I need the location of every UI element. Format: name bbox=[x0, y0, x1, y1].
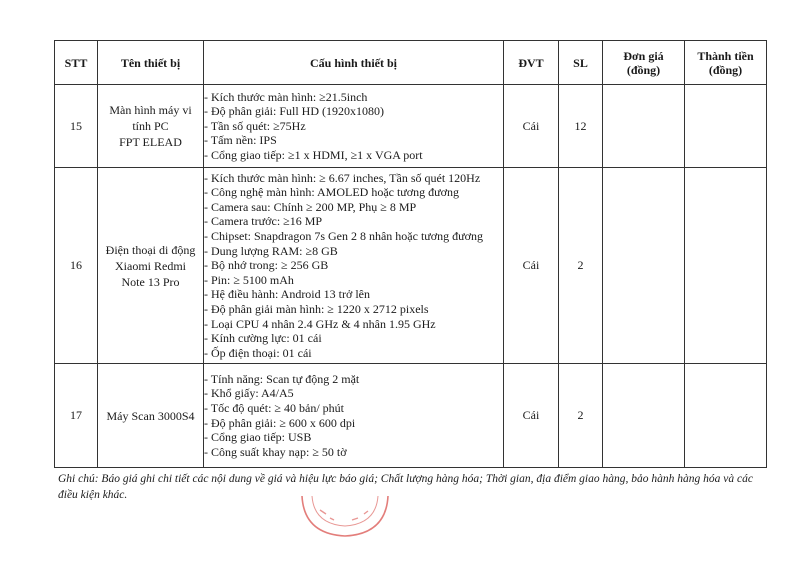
config-line: - Độ phân giải: Full HD (1920x1080) bbox=[204, 104, 384, 119]
cell-config bbox=[204, 168, 504, 364]
config-line: - Loại CPU 4 nhân 2.4 GHz & 4 nhân 1.95 GHz bbox=[204, 316, 436, 331]
header-unit: ĐVT bbox=[504, 41, 559, 85]
table-body bbox=[55, 85, 767, 468]
config-line: - Tấm nền: IPS bbox=[204, 133, 277, 148]
device-name-line: Note 13 Pro bbox=[121, 274, 180, 289]
config-line: - Độ phân giải màn hình: ≥ 1220 x 2712 pixels bbox=[204, 301, 429, 316]
cell-device-name bbox=[98, 85, 204, 168]
header-row bbox=[55, 41, 767, 85]
config-line: - Hệ điều hành: Android 13 trở lên bbox=[204, 287, 370, 302]
table-row bbox=[55, 85, 767, 168]
device-name-line: tính PC bbox=[132, 119, 169, 133]
device-name-line: Màn hình máy vi bbox=[109, 103, 192, 117]
stamp-seal bbox=[290, 496, 400, 566]
cell-stt: 15 bbox=[55, 85, 98, 168]
config-line: - Pin: ≥ 5100 mAh bbox=[204, 272, 294, 287]
config-line: - Dung lượng RAM: ≥8 GB bbox=[204, 243, 338, 258]
config-line: - Độ phân giải: ≥ 600 x 600 dpi bbox=[204, 415, 356, 430]
config-line: - Kính cường lực: 01 cái bbox=[204, 331, 322, 346]
cell-stt: 16 bbox=[55, 168, 98, 364]
cell-qty: 12 bbox=[559, 85, 603, 168]
header-qty: SL bbox=[559, 41, 603, 85]
quotation-table bbox=[54, 40, 767, 468]
header-total: Thành tiền (đồng) bbox=[685, 41, 767, 85]
table-row bbox=[55, 168, 767, 364]
cell-total bbox=[685, 85, 767, 168]
config-line: - Công suất khay nạp: ≥ 50 tờ bbox=[204, 444, 347, 459]
config-line: - Khổ giấy: A4/A5 bbox=[204, 386, 294, 401]
cell-config bbox=[204, 364, 504, 468]
header-unit-price: Đơn giá (đồng) bbox=[603, 41, 685, 85]
config-line: - Tần số quét: ≥75Hz bbox=[204, 118, 306, 133]
cell-total bbox=[685, 168, 767, 364]
config-line: - Kích thước màn hình: ≥ 6.67 inches, Tần số quét 120Hz bbox=[204, 170, 481, 185]
config-line: - Cổng giao tiếp: ≥1 x HDMI, ≥1 x VGA port bbox=[204, 147, 423, 162]
config-line: - Bộ nhớ trong: ≥ 256 GB bbox=[204, 258, 329, 273]
config-line: - Camera sau: Chính ≥ 200 MP, Phụ ≥ 8 MP bbox=[204, 199, 417, 214]
cell-qty: 2 bbox=[559, 168, 603, 364]
config-line: - Kích thước màn hình: ≥21.5inch bbox=[204, 89, 368, 104]
config-line: - Công nghệ màn hình: AMOLED hoặc tương đương bbox=[204, 185, 460, 200]
config-line: - Tốc độ quét: ≥ 40 bản/ phút bbox=[204, 400, 345, 415]
cell-stt: 17 bbox=[55, 364, 98, 468]
cell-config bbox=[204, 85, 504, 168]
cell-unit-price bbox=[603, 85, 685, 168]
cell-device-name bbox=[98, 168, 204, 364]
cell-unit: Cái bbox=[504, 168, 559, 364]
cell-total bbox=[685, 364, 767, 468]
device-name-line: Xiaomi Redmi bbox=[115, 258, 186, 273]
header-config: Cấu hình thiết bị bbox=[204, 41, 504, 85]
config-line: - Camera trước: ≥16 MP bbox=[204, 214, 323, 229]
device-name-line: Máy Scan 3000S4 bbox=[106, 408, 195, 423]
config-line: - Cổng giao tiếp: USB bbox=[204, 430, 312, 445]
header-stt: STT bbox=[55, 41, 98, 85]
cell-qty: 2 bbox=[559, 364, 603, 468]
config-line: - Ốp điện thoại: 01 cái bbox=[204, 345, 312, 360]
cell-unit-price bbox=[603, 364, 685, 468]
device-name-line: FPT ELEAD bbox=[119, 135, 182, 149]
config-line: - Tính năng: Scan tự động 2 mặt bbox=[204, 371, 360, 386]
config-line: - Chipset: Snapdragon 7s Gen 2 8 nhân hoặc tương đương bbox=[204, 229, 483, 244]
cell-unit: Cái bbox=[504, 85, 559, 168]
footnote: Ghi chú: Báo giá ghi chi tiết các nội dung về giá và hiệu lực báo giá; Chất lượng hàng hóa; Thời gian, địa điểm giao hàng, bảo hành hàng hóa và các điều kiện khác. bbox=[58, 473, 753, 501]
table-row bbox=[55, 364, 767, 468]
device-name-line: Điện thoại di động bbox=[105, 242, 196, 257]
cell-unit: Cái bbox=[504, 364, 559, 468]
header-device-name: Tên thiết bị bbox=[98, 41, 204, 85]
cell-unit-price bbox=[603, 168, 685, 364]
cell-device-name bbox=[98, 364, 204, 468]
